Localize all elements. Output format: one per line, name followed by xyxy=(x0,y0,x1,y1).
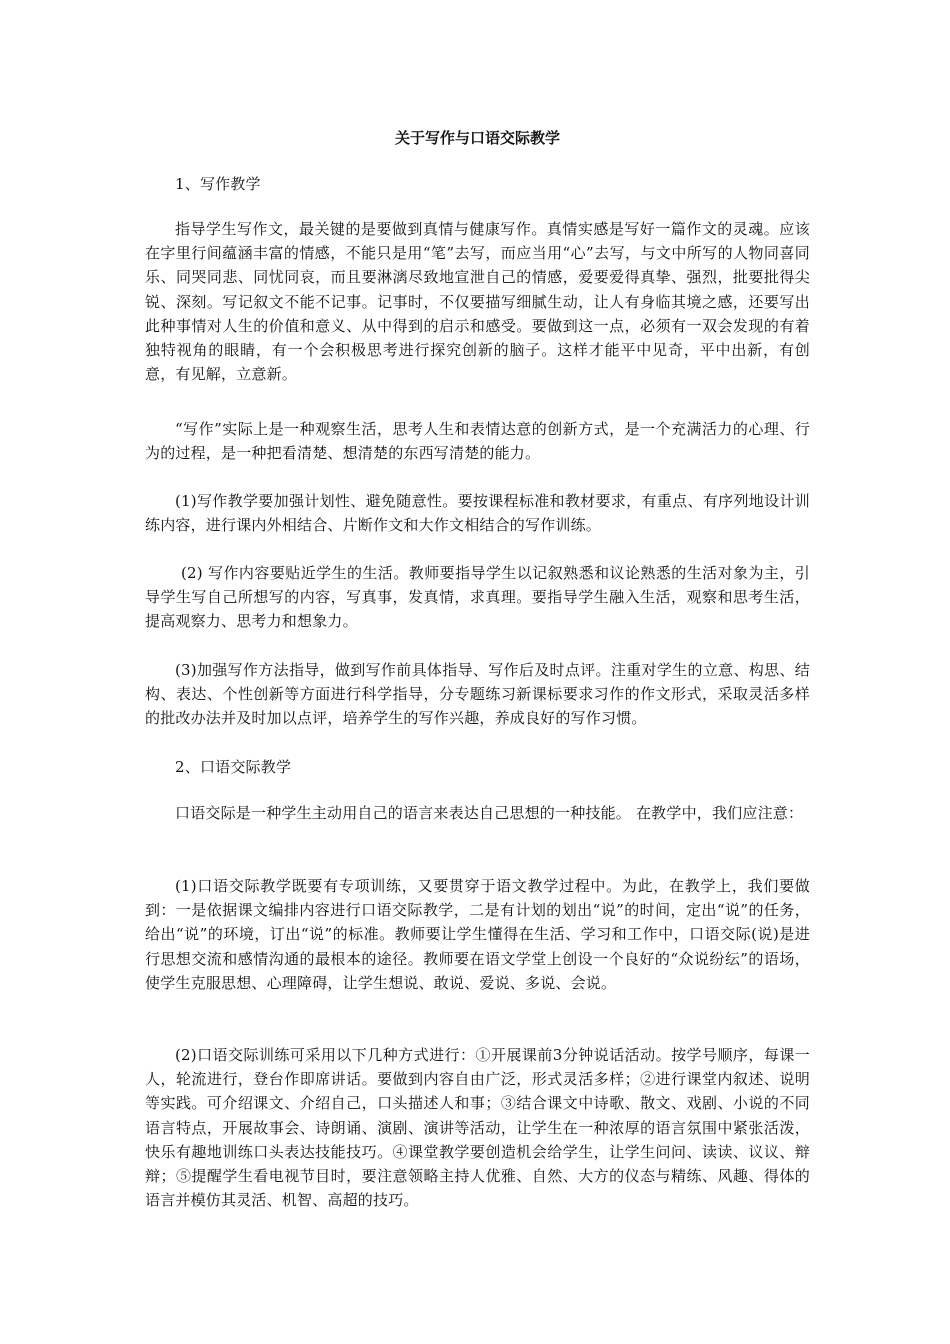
paragraph-oral-intro: 口语交际是一种学生主动用自己的语言来表达自己思想的一种技能。 在教学中，我们应注意： xyxy=(175,804,804,822)
paragraph-writing-point-2: (2) 写作内容要贴近学生的生活。教师要指导学生以记叙熟悉和议论熟悉的生活对象为主，引导学生写自己所想写的内容，写真事，发真情，求真理。要指导学生融入生活，观察和思考生活，提高观察力、思考力和想象力。 xyxy=(145,564,810,631)
section-heading-oral-communication: 2、口语交际教学 xyxy=(175,758,292,776)
paragraph-writing-intro: 指导学生写作文，最关键的是要做到真情与健康写作。真情实感是写好一篇作文的灵魂。应该在字里行间蕴涵丰富的情感，不能只是用“笔”去写，而应当用“心”去写，与文中所写的人物同喜同乐、同哭同悲、同忧同哀，而且要淋漓尽致地宣泄自己的情感，爱要爱得真挚、强烈，批要批得尖锐、深刻。写记叙文不能不记事。记事时，不仅要描写细腻生动，让人有身临其境之感，还要写出此种事情对人生的价值和意义、从中得到的启示和感受。要做到这一点，必须有一双会发现的有着独特视角的眼睛，有一个会积极思考进行探究创新的脑子。这样才能平中见奇，平中出新，有创意，有见解，立意新。 xyxy=(145,220,810,384)
paragraph-oral-point-2: (2)口语交际训练可采用以下几种方式进行：①开展课前3分钟说话活动。按学号顺序，每课一人，轮流进行，登台作即席讲话。要做到内容自由广泛，形式灵活多样；②进行课堂内叙述、说明等实践。可介绍课文、介绍自己，口头描述人和事；③结合课文中诗歌、散文、戏剧、小说的不同语言特点，开展故事会、诗朗诵、演剧、演讲等活动，让学生在一种浓厚的语言氛围中紧张活泼，快乐有趣地训练口头表达技能技巧。④课堂教学要创造机会给学生，让学生问问、读读、议议、辩辩；⑤提醒学生看电视节目时，要注意领略主持人优雅、自然、大方的仪态与精练、风趣、得体的语言并模仿其灵活、机智、高超的技巧。 xyxy=(145,1046,810,1210)
paragraph-writing-point-1: (1)写作教学要加强计划性、避免随意性。要按课程标准和教材要求，有重点、有序列地设计训练内容，进行课内外相结合、片断作文和大作文相结合的写作训练。 xyxy=(145,492,810,535)
paragraph-oral-point-1: (1)口语交际教学既要有专项训练，又要贯穿于语文教学过程中。为此，在教学上，我们要做到：一是依据课文编排内容进行口语交际教学，二是有计划的划出“说”的时间，定出“说”的任务，给出“说”的环境，订出“说”的标准。教师要让学生懂得在生活、学习和工作中，口语交际(说)是进行思想交流和感情沟通的最根本的途径。教师要在语文学堂上创设一个良好的“众说纷纭”的语场，使学生克服思想、心理障碍，让学生想说、敢说、爱说、多说、会说。 xyxy=(145,877,810,992)
paragraph-writing-definition: “写作”实际上是一种观察生活，思考人生和表情达意的创新方式，是一个充满活力的心理、行为的过程，是一种把看清楚、想清楚的东西写清楚的能力。 xyxy=(145,420,810,463)
section-heading-writing: 1、写作教学 xyxy=(175,175,261,193)
document-title: 关于写作与口语交际教学 xyxy=(394,129,560,147)
paragraph-writing-point-3: (3)加强写作方法指导，做到写作前具体指导、写作后及时点评。注重对学生的立意、构思、结构、表达、个性创新等方面进行科学指导，分专题练习新课标要求习作的作文形式，采取灵活多样的批改办法并及时加以点评，培养学生的写作兴趣，养成良好的写作习惯。 xyxy=(145,661,810,728)
